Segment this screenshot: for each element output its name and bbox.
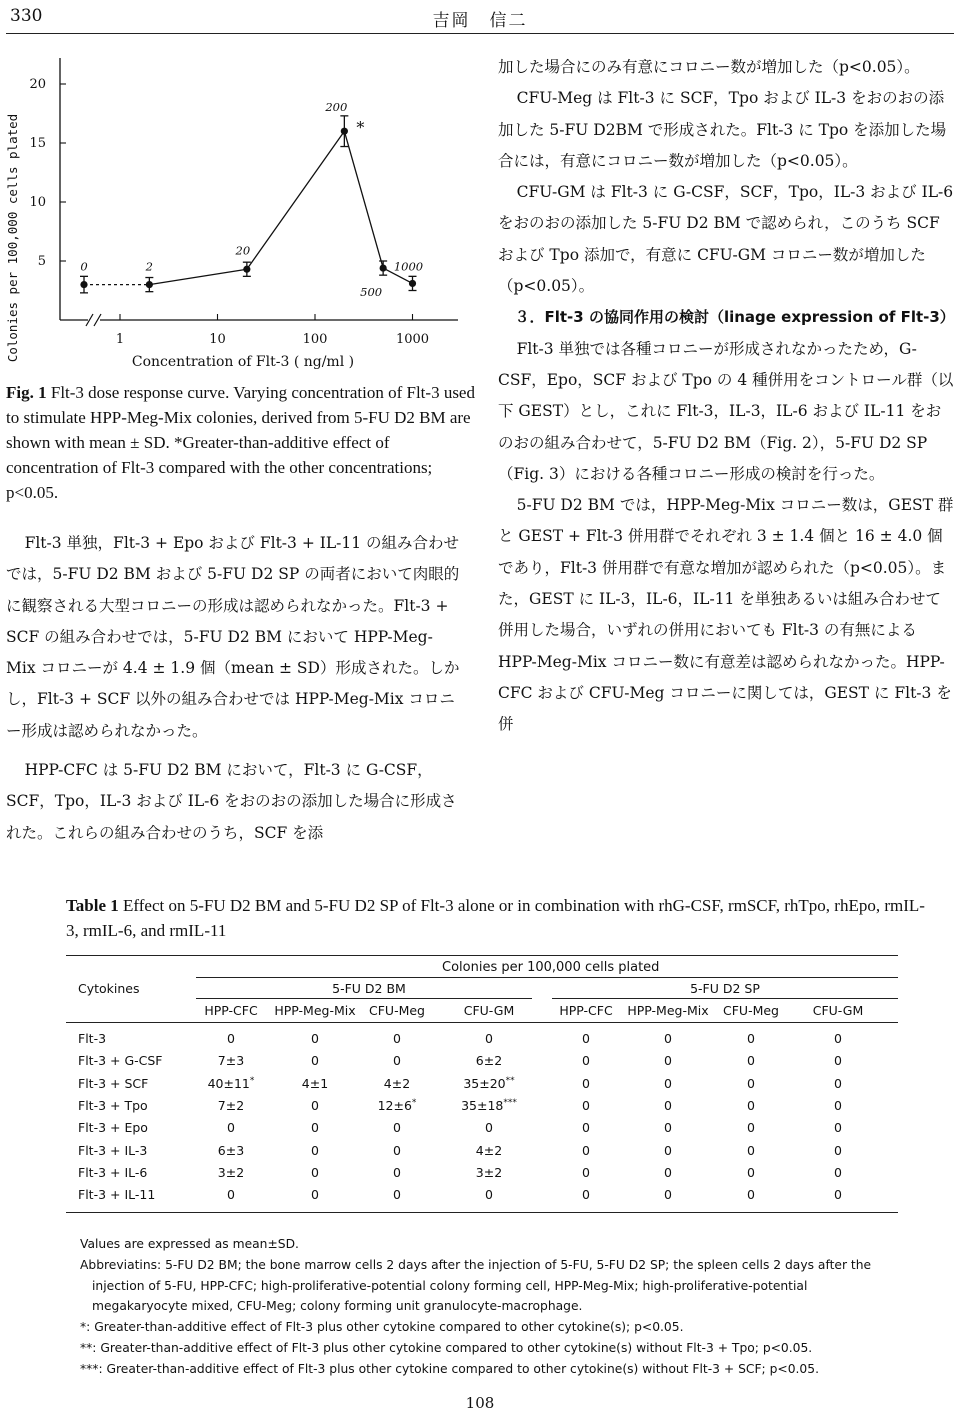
table-cell: 3±2 (217, 1164, 245, 1180)
table-note-abbreviations: Abbreviatins: 5-FU D2 BM; the bone marrow cells 2 days after the injection of 5-FU, 5-FU D2 SP; the spleen cells 2 days after the injection of 5-FU, HPP-CFC; high-proliferative-potential colony forming cell, HPP-Meg-Mix; high-proliferative-potential megakaryocyte mixed, CFU-Meg; colony forming unit granulocyte-macrophage. (80, 1257, 872, 1314)
table-cell: 0 (664, 1075, 672, 1091)
significance-asterisk: * (356, 118, 365, 138)
table-column-header: CFU-GM (463, 1003, 515, 1018)
table-cell: 0 (747, 1120, 755, 1136)
table-column-header: HPP-Meg-Mix (627, 1003, 709, 1018)
table-cell: 0 (227, 1187, 235, 1203)
table-cell: 0 (485, 1187, 493, 1203)
table-cell: 0 (582, 1187, 590, 1203)
table-cell: 35±18*** (461, 1097, 517, 1114)
table-note-single-asterisk: *: Greater-than-additive effect of Flt-3 plus other cytokine compared to other cytokine(s); p<0.05. (80, 1320, 684, 1335)
table-column-header: CFU-Meg (723, 1003, 779, 1018)
table-cell: 0 (664, 1053, 672, 1069)
data-point (80, 281, 87, 288)
table-cell: 0 (311, 1142, 319, 1158)
table-cell: 0 (393, 1053, 401, 1069)
table-cell: 0 (747, 1142, 755, 1158)
table-cell: 0 (664, 1120, 672, 1136)
table-cell: 0 (227, 1031, 235, 1046)
series-segment (247, 131, 345, 269)
data-point-label: 0 (80, 259, 88, 274)
table-cell: 0 (311, 1187, 319, 1203)
table-cell: 0 (664, 1187, 672, 1203)
left-column-text (6, 528, 462, 849)
table-cell: 0 (393, 1187, 401, 1203)
table-caption (66, 893, 936, 943)
series-segment (149, 269, 247, 284)
figure-caption (6, 380, 476, 505)
y-tick-label: 10 (29, 195, 46, 210)
data-point (146, 281, 153, 288)
table-cell: 0 (747, 1187, 755, 1203)
table-cell: 0 (393, 1164, 401, 1180)
right-paragraph-2: CFU-Meg は Flt-3 に SCF，Tpo および IL-3 をおのおの添加した 5-FU D2BM で形成された。Flt-3 に Tpo を添加した場合には，有意にコロニー数が増加した（p<0.05）。 (498, 89, 947, 170)
table-column-header: CFU-Meg (369, 1003, 425, 1018)
table-cell: 0 (747, 1097, 755, 1113)
table-row-label: Flt-3 + SCF (78, 1075, 149, 1091)
table-cell: 4±2 (475, 1142, 503, 1158)
table-rule-bottom (66, 1212, 898, 1213)
table-cell: 0 (582, 1164, 590, 1180)
figure-1-chart (0, 48, 470, 378)
chart-series (80, 100, 423, 299)
table-cell: 0 (582, 1142, 590, 1158)
data-point-label: 20 (235, 243, 251, 258)
table-cell: 6±2 (475, 1053, 503, 1069)
table-cell: 0 (311, 1031, 319, 1046)
chart-ylabel: Colonies per 100,000 cells plated (5, 113, 20, 363)
table-cell: 0 (485, 1120, 493, 1136)
data-point (243, 266, 250, 273)
table-cell: 0 (664, 1097, 672, 1113)
chart-axes (60, 58, 458, 326)
right-paragraph-1: 加した場合にのみ有意にコロニー数が増加した（p<0.05）。 (498, 58, 920, 76)
table-row-label: Flt-3 + Tpo (78, 1097, 148, 1113)
right-paragraph-5: 5-FU D2 BM では，HPP-Meg-Mix コロニー数は，GEST 群と GEST + Flt-3 併用群でそれぞれ 3 ± 1.4 個と 16 ± 4.0 個であり，Flt-3 併用群で有意な増加が認められた（p<0.05）。また，GEST に IL-3，IL-6，IL-11 を単独あるいは組み合わせて併用した場合，いずれの併用においても Flt-3 の有無による HPP-Meg-Mix コロニー数に有意差は認められなかった。HPP-CFC および CFU-Meg コロニーに関しては，GEST に Flt-3 を併 (498, 496, 954, 734)
series-segment (344, 131, 383, 268)
table-cell: 0 (393, 1142, 401, 1158)
figure-caption-text: Flt-3 dose response curve. Varying concentration of Flt-3 used to stimulate HPP-Meg-Mix colonies, derived from 5-FU D2 BM are shown with mean ± SD. *Greater-than-additive effect of concentration of Flt-3 compared with the other concentrations; p<0.05. (6, 383, 475, 502)
table-cell: 7±2 (217, 1097, 245, 1113)
table-cell: 0 (311, 1164, 319, 1180)
table-cell: 6±3 (217, 1142, 245, 1158)
table-row-label: Flt-3 + IL-3 (78, 1142, 148, 1158)
table-row-label: Flt-3 + IL-11 (78, 1187, 156, 1203)
table-rule-bm (196, 998, 532, 999)
table-cell: 7±3 (217, 1053, 245, 1069)
table-column-header: HPP-Meg-Mix (274, 1003, 356, 1018)
table-cell: 0 (227, 1120, 235, 1136)
table-cell: 0 (582, 1120, 590, 1136)
table-notes (80, 1234, 900, 1380)
x-tick-label: 1000 (395, 332, 430, 347)
table-cell: 0 (834, 1120, 842, 1136)
y-tick-label: 15 (29, 136, 46, 151)
x-tick-label: 100 (302, 332, 328, 347)
x-tick-label: 1 (115, 332, 125, 347)
running-header-author: 吉岡 信二 (432, 11, 528, 31)
header-rule (6, 33, 954, 34)
left-paragraph-2: HPP-CFC は 5-FU D2 BM において，Flt-3 に G-CSF，SCF，Tpo，IL-3 および IL-6 をおのおの添加した場合に形成された。これらの組み合わせのうち，SCF を添 (6, 761, 457, 842)
table-rule-header-bottom (66, 1022, 898, 1023)
table-cell: 0 (834, 1053, 842, 1069)
table-cell: 3±2 (475, 1164, 503, 1180)
table-cell: 0 (747, 1031, 755, 1046)
table-cell: 0 (311, 1053, 319, 1069)
table-cell: 40±11* (207, 1075, 255, 1091)
left-paragraph-1: Flt-3 単独，Flt-3 + Epo および Flt-3 + IL-11 の組み合わせでは，5-FU D2 BM および 5-FU D2 SP の両者において肉眼的に観察される大型コロニーの形成は認められなかった。Flt-3 + SCF の組み合わせでは，5-FU D2 BM において HPP-Meg-Mix コロニーが 4.4 ± 1.9 個（mean ± SD）形成された。しかし，Flt-3 + SCF 以外の組み合わせでは HPP-Meg-Mix コロニー形成は認められなかった。 (6, 534, 460, 740)
table-cell: 0 (664, 1164, 672, 1180)
table-cell: 0 (664, 1031, 672, 1046)
table-rule-group (196, 977, 898, 978)
data-point (380, 264, 387, 271)
table-cell: 0 (582, 1075, 590, 1091)
table-row-label: Flt-3 + Epo (78, 1120, 148, 1136)
chart-ticks (29, 77, 429, 347)
table-cell: 0 (834, 1031, 842, 1046)
y-tick-label: 5 (37, 254, 46, 269)
table-note-double-asterisk: **: Greater-than-additive effect of Flt-3 plus other cytokine compared to other cytokine(s) without Flt-3 + Tpo; p<0.05. (80, 1340, 813, 1355)
data-point-label: 1000 (393, 259, 424, 274)
table-caption-text: Effect on 5-FU D2 BM and 5-FU D2 SP of Flt-3 alone or in combination with rhG-CSF, rmSCF, rhTpo, rhEpo, rmIL-3, rmIL-6, and rmIL-11 (66, 896, 925, 940)
table-cell: 0 (582, 1031, 590, 1046)
x-tick-label: 10 (209, 332, 226, 347)
data-point (341, 128, 348, 135)
table-cell: 12±6* (377, 1097, 417, 1114)
table-cell: 0 (485, 1031, 493, 1046)
table-cell: 0 (834, 1075, 842, 1091)
chart-xlabel: Concentration of Flt-3 ( ng/ml ) (131, 354, 355, 370)
table-row-label: Flt-3 + IL-6 (78, 1164, 148, 1180)
table-cell: 0 (834, 1164, 842, 1180)
data-point (409, 280, 416, 287)
data-point-label: 200 (325, 100, 348, 115)
table-header-top: Colonies per 100,000 cells plated (442, 960, 660, 975)
table-cell: 0 (582, 1053, 590, 1069)
table-note-values: Values are expressed as mean±SD. (80, 1237, 299, 1251)
table-cell: 35±20** (463, 1075, 515, 1091)
table-group-sp: 5-FU D2 SP (690, 981, 760, 996)
table-group-bm: 5-FU D2 BM (332, 981, 406, 996)
y-tick-label: 20 (29, 77, 46, 92)
table-caption-label: Table 1 (66, 896, 119, 915)
table-note-triple-asterisk: ***: Greater-than-additive effect of Flt-3 plus other cytokine compared to other cytokine(s) without Flt-3 + SCF; p<0.05. (80, 1361, 819, 1376)
table-cell: 4±2 (383, 1075, 411, 1091)
footer-page-number: 108 (465, 1394, 495, 1412)
table-row-label: Flt-3 (78, 1031, 107, 1046)
data-point-label: 500 (360, 285, 383, 300)
table-cell: 0 (747, 1075, 755, 1091)
right-paragraph-3: CFU-GM は Flt-3 に G-CSF，SCF，Tpo，IL-3 および IL-6 をおのおの添加した 5-FU D2 BM で認められ，このうち SCF および Tpo 添加で，有意に CFU-GM コロニー数が増加した（p<0.05）。 (498, 183, 954, 296)
table-cell: 0 (834, 1142, 842, 1158)
table-column-header: CFU-GM (812, 1003, 864, 1018)
table-stub-header: Cytokines (78, 981, 140, 996)
x-axis-break-mark (94, 314, 101, 326)
table-cell: 0 (747, 1053, 755, 1069)
table-cell: 0 (664, 1142, 672, 1158)
table-cell: 0 (834, 1097, 842, 1113)
table-cell: 0 (747, 1164, 755, 1180)
figure-caption-label: Fig. 1 (6, 383, 47, 402)
table-cell: 0 (834, 1187, 842, 1203)
page-number: 330 (10, 6, 43, 26)
right-column-text (498, 52, 954, 741)
table-cell: 0 (393, 1120, 401, 1136)
table-cell: 0 (311, 1120, 319, 1136)
section-heading-3: ３．Flt-3 の協同作用の検討（linage expression of Flt-3） (514, 308, 955, 327)
table-cell: 4±1 (301, 1075, 329, 1091)
table-column-header: HPP-CFC (204, 1003, 258, 1018)
table-column-header: HPP-CFC (559, 1003, 613, 1018)
table-row-label: Flt-3 + G-CSF (78, 1053, 163, 1069)
right-paragraph-4: Flt-3 単独では各種コロニーが形成されなかったため，G-CSF，Epo，SCF および Tpo の 4 種併用をコントロール群（以下 GEST）とし，これに Flt-3，IL-3，IL-6 および IL-11 をおのおの組み合わせて，5-FU D2 BM（Fig. 2），5-FU D2 SP（Fig. 3）における各種コロニー形成の検討を行った。 (498, 339, 954, 483)
table-cell: 0 (393, 1031, 401, 1046)
table-rule-top (66, 955, 898, 956)
table-rule-sp (552, 998, 898, 999)
data-point-label: 2 (145, 259, 154, 274)
table-cell: 0 (582, 1097, 590, 1113)
table-cell: 0 (311, 1097, 319, 1113)
